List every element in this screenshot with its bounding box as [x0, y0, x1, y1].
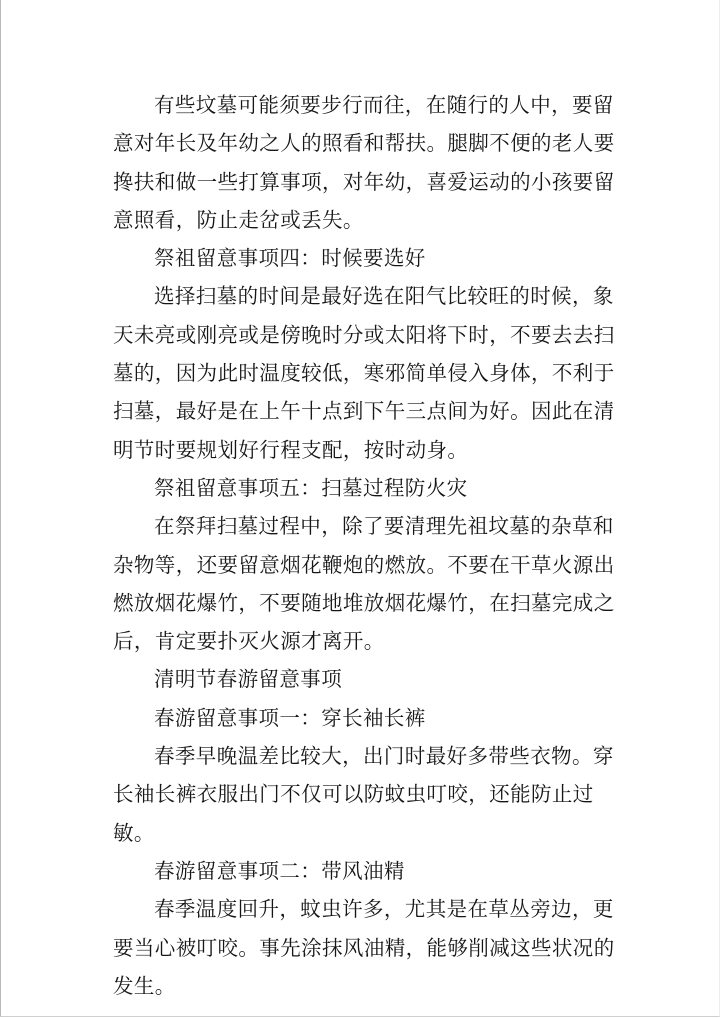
- paragraph-long-sleeves: 春季早晚温差比较大，出门时最好多带些衣物。穿长袖长裤衣服出门不仅可以防蚊虫叮咬，还能防止过敏。: [113, 744, 614, 845]
- heading-outing-item-one: 春游留意事项一：穿长袖长裤: [154, 705, 426, 730]
- paragraph-timing: 选择扫墓的时间是最好选在阳气比较旺的时候，象天未亮或刚亮或是傍晚时分或太阳将下时，不要去去扫墓的，因为此时温度较低，寒邪简单侵入身体，不利于扫墓，最好是在上午十点到下午三点间为好。因此在清明节时要规划好行程支配，按时动身。: [113, 284, 615, 462]
- heading-item-four: 祭祖留意事项四：时候要选好: [154, 246, 426, 271]
- document-body: [113, 86, 633, 1005]
- heading-spring-outing: 清明节春游留意事项: [154, 667, 343, 692]
- paragraph-grave-walking: 有些坟墓可能须要步行而往，在随行的人中，要留意对年长及年幼之人的照看和帮扶。腿脚不便的老人要搀扶和做一些打算事项，对年幼，喜爱运动的小孩要留意照看，防止走岔或丢失。: [113, 93, 615, 232]
- paragraph-fire-safety: 在祭拜扫墓过程中，除了要清理先祖坟墓的杂草和杂物等，还要留意烟花鞭炮的燃放。不要在干草火源出燃放烟花爆竹，不要随地堆放烟花爆竹，在扫墓完成之后，肯定要扑灭火源才离开。: [113, 514, 615, 654]
- paragraph-essential-oil: 春季温度回升，蚊虫许多，尤其是在草丛旁边，更要当心被叮咬。事先涂抹风油精，能够削减这些状况的发生。: [113, 897, 615, 998]
- heading-item-five: 祭祖留意事项五：扫墓过程防火灾: [154, 475, 468, 500]
- heading-outing-item-two: 春游留意事项二：带风油精: [154, 858, 405, 883]
